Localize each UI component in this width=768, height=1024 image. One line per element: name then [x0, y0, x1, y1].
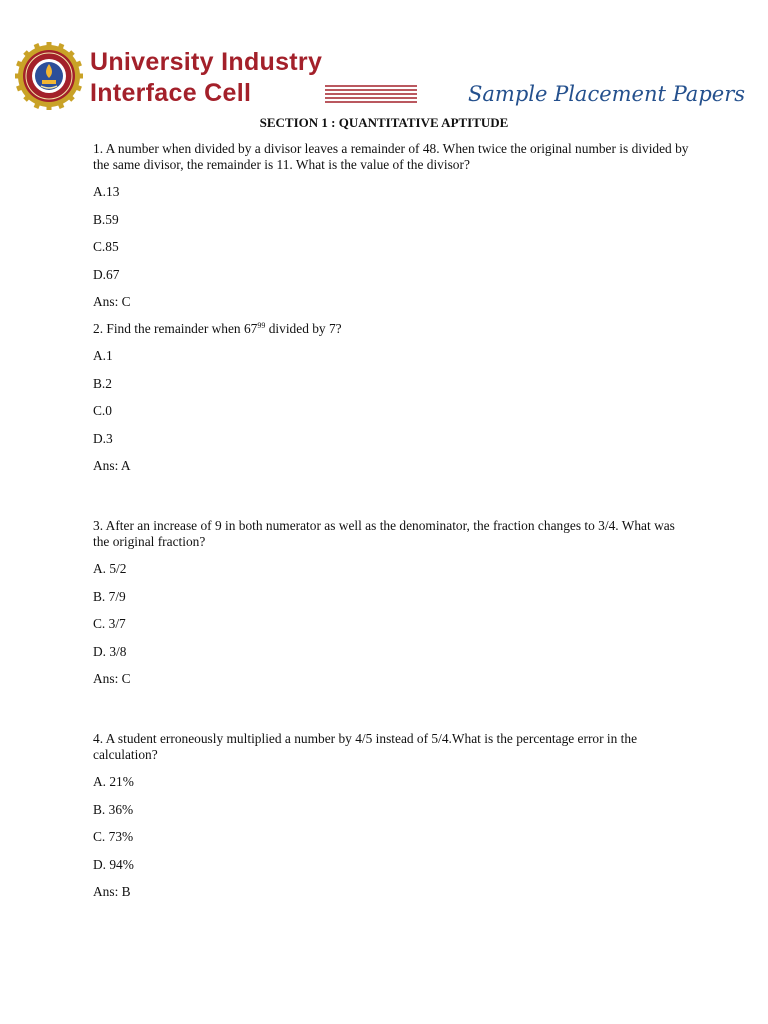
university-logo-icon	[15, 42, 83, 110]
answer-key: Ans: C	[93, 294, 131, 309]
answer-option: C. 73%	[93, 829, 134, 844]
answer-option: C. 3/7	[93, 616, 126, 631]
brand-decorative-lines	[325, 84, 417, 104]
question-text: 1. A number when divided by a divisor leaves a remainder of 48. When twice the original number is divided by the same divisor, the remainder is 11. What is the value of the divisor?	[93, 141, 689, 172]
exponent: 99	[257, 321, 266, 330]
question-block	[93, 321, 693, 474]
question-text	[93, 321, 693, 337]
answer-option: D. 94%	[93, 856, 134, 872]
answer-option: B.59	[93, 211, 119, 227]
answer-option: C.0	[93, 403, 112, 418]
question-block	[93, 518, 693, 687]
question-block	[93, 731, 693, 900]
answer-key: Ans: A	[93, 458, 131, 473]
answer-key: Ans: C	[93, 671, 131, 686]
answer-option: A.1	[93, 348, 113, 363]
header-tagline: Sample Placement Papers	[468, 82, 746, 106]
answer-option: C.85	[93, 239, 119, 254]
question-list	[93, 141, 693, 911]
brand-title-line-2: Interface Cell	[90, 79, 252, 107]
answer-option: D. 3/8	[93, 643, 127, 659]
page-header	[0, 0, 768, 115]
answer-option: A.13	[93, 184, 120, 199]
spacer	[93, 698, 693, 731]
answer-option: D.67	[93, 266, 120, 282]
question-text-main: 2. Find the remainder when 67	[93, 321, 258, 336]
section-title: SECTION 1 : QUANTITATIVE APTITUDE	[259, 115, 509, 130]
answer-option: D.3	[93, 430, 113, 446]
answer-option: B.2	[93, 375, 112, 391]
answer-option: B. 7/9	[93, 588, 126, 604]
answer-option: A. 21%	[93, 774, 134, 789]
answer-option: B. 36%	[93, 801, 134, 817]
question-block	[93, 141, 693, 310]
brand-title-line-1: University Industry	[90, 48, 323, 76]
answer-key: Ans: B	[93, 884, 131, 899]
question-text: 4. A student erroneously multiplied a number by 4/5 instead of 5/4.What is the percentage error in the calculation?	[93, 731, 638, 762]
spacer	[93, 485, 693, 518]
question-text-tail: divided by 7?	[265, 321, 342, 336]
question-text: 3. After an increase of 9 in both numerator as well as the denominator, the fraction changes to 3/4. What was the original fraction?	[93, 518, 675, 549]
answer-option: A. 5/2	[93, 561, 127, 576]
